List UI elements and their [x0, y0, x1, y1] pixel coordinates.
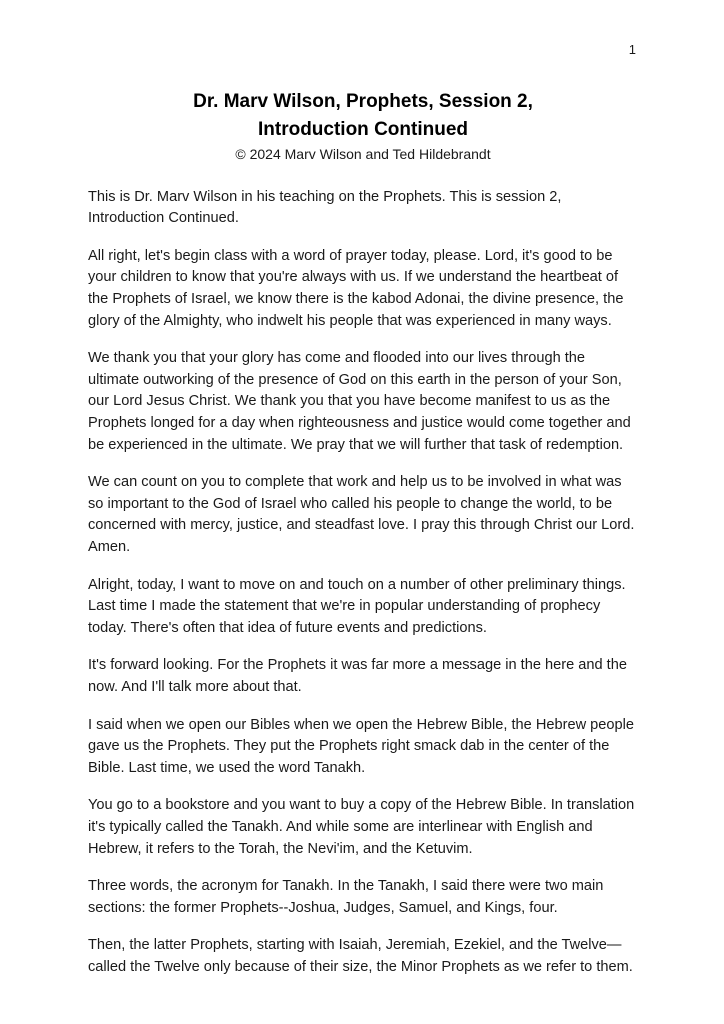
document-title — [88, 88, 638, 143]
copyright-line: © 2024 Marv Wilson and Ted Hildebrandt — [235, 146, 491, 163]
document-content — [88, 88, 638, 995]
paragraph: We can count on you to complete that work and help us to be involved in what was so important to the God of Israel who called his people to change the world, to be concerned with mercy, justice, and steadfast love. I pray this through Christ our Lord. Amen. — [88, 474, 635, 555]
paragraph: Then, the latter Prophets, starting with Isaiah, Jeremiah, Ezekiel, and the Twelve—called the Twelve only because of their size, the Minor Prophets as we refer to them. — [88, 937, 633, 975]
paragraph: This is Dr. Marv Wilson in his teaching on the Prophets. This is session 2, Introduction Continued. — [88, 188, 562, 227]
paragraphs — [88, 187, 638, 979]
document-title-line2: Introduction Continued — [257, 118, 468, 140]
paragraph: It's forward looking. For the Prophets it was far more a message in the here and the now. And I'll talk more about that. — [88, 657, 627, 695]
paragraph: You go to a bookstore and you want to buy a copy of the Hebrew Bible. In translation it's typically called the Tanakh. And while some are interlinear with English and Hebrew, it refers to the Torah, the Nevi'im, and the Ketuvim. — [88, 797, 635, 857]
page-number: 1 — [628, 42, 636, 57]
paragraph: Alright, today, I want to move on and touch on a number of other preliminary things. Last time I made the statement that we're in popular understanding of prophecy today. There's often that idea of future events and predictions. — [88, 576, 626, 636]
document-title-line1: Dr. Marv Wilson, Prophets, Session 2, — [193, 91, 533, 112]
paragraph: I said when we open our Bibles when we open the Hebrew Bible, the Hebrew people gave us the Prophets. They put the Prophets right smack dab in the center of the Bible. Last time, we used the word Tanakh. — [88, 716, 634, 776]
paragraph: All right, let's begin class with a word of prayer today, please. Lord, it's good to be your children to know that you're always with us. If we understand the heartbeat of the Prophets of Israel, we know there is the kabod Adonai, the divine presence, the glory of the Almighty, who indwelt his people that was experienced in many ways. — [88, 247, 624, 329]
paragraph: We thank you that your glory has come and flooded into our lives through the ultimate outworking of the presence of God on this earth in the person of your Son, our Lord Jesus Christ. We thank you that you have become manifest to us as the Prophets longed for a day when righteousness and justice would come together and be experienced in the ultimate. We pray that we will further that task of redemption. — [88, 350, 631, 453]
paragraph: Three words, the acronym for Tanakh. In the Tanakh, I said there were two main sections: the former Prophets--Joshua, Judges, Samuel, and Kings, four. — [88, 878, 604, 916]
